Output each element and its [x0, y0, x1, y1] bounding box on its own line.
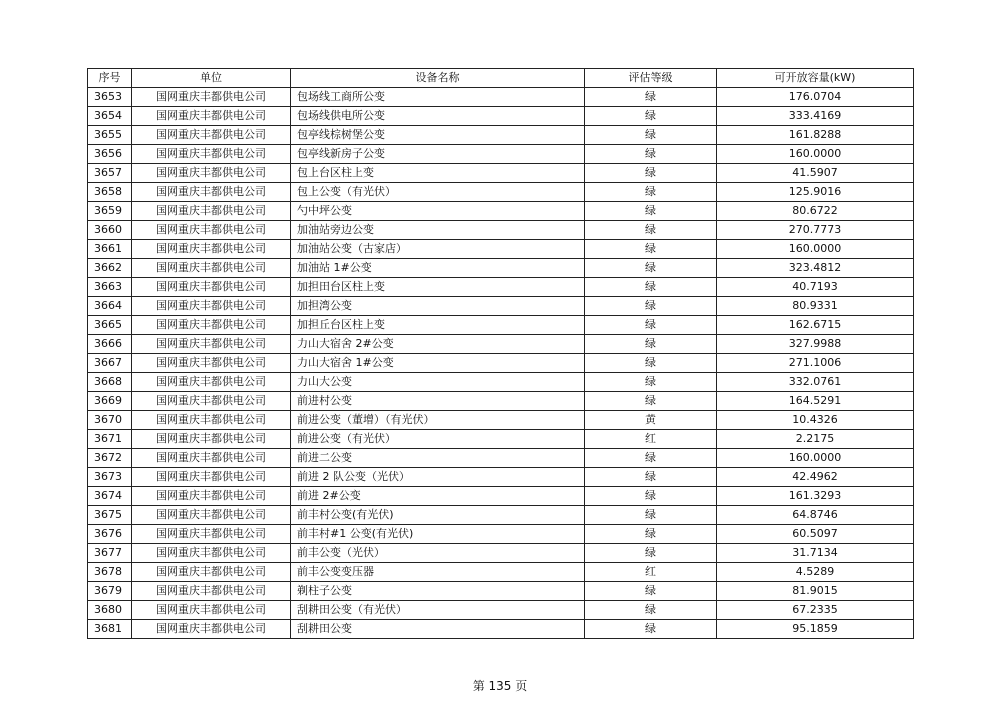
cell-device-name: 前进 2 队公变（光伏） — [291, 468, 585, 487]
table-body — [88, 88, 914, 639]
cell-device-name: 勺中坪公变 — [291, 202, 585, 221]
cell-seq: 3659 — [88, 202, 132, 221]
page-number: 第 135 页 — [472, 679, 528, 693]
cell-unit: 国网重庆丰都供电公司 — [132, 164, 291, 183]
table-row — [88, 145, 914, 164]
table-header-row — [88, 69, 914, 88]
table-row — [88, 601, 914, 620]
cell-grade: 绿 — [585, 297, 717, 316]
cell-seq: 3666 — [88, 335, 132, 354]
cell-seq: 3675 — [88, 506, 132, 525]
cell-seq: 3681 — [88, 620, 132, 639]
table-row — [88, 430, 914, 449]
cell-device-name: 加油站旁边公变 — [291, 221, 585, 240]
cell-grade: 绿 — [585, 620, 717, 639]
cell-grade: 绿 — [585, 145, 717, 164]
cell-unit: 国网重庆丰都供电公司 — [132, 373, 291, 392]
cell-unit: 国网重庆丰都供电公司 — [132, 544, 291, 563]
cell-seq: 3654 — [88, 107, 132, 126]
cell-seq: 3673 — [88, 468, 132, 487]
cell-grade: 绿 — [585, 506, 717, 525]
cell-grade: 绿 — [585, 259, 717, 278]
cell-seq: 3670 — [88, 411, 132, 430]
cell-device-name: 力山大公变 — [291, 373, 585, 392]
cell-unit: 国网重庆丰都供电公司 — [132, 449, 291, 468]
table-row — [88, 126, 914, 145]
cell-grade: 绿 — [585, 107, 717, 126]
cell-capacity: 64.8746 — [717, 506, 914, 525]
header-unit: 单位 — [132, 69, 291, 88]
cell-grade: 绿 — [585, 240, 717, 259]
cell-capacity: 164.5291 — [717, 392, 914, 411]
cell-device-name: 前进公变（董增）（有光伏） — [291, 411, 585, 430]
cell-capacity: 31.7134 — [717, 544, 914, 563]
cell-grade: 绿 — [585, 183, 717, 202]
cell-seq: 3655 — [88, 126, 132, 145]
cell-seq: 3677 — [88, 544, 132, 563]
cell-device-name: 加担田台区柱上变 — [291, 278, 585, 297]
cell-device-name: 前丰公变（光伏） — [291, 544, 585, 563]
cell-capacity: 10.4326 — [717, 411, 914, 430]
cell-device-name: 前进二公变 — [291, 449, 585, 468]
cell-capacity: 125.9016 — [717, 183, 914, 202]
cell-seq: 3664 — [88, 297, 132, 316]
cell-unit: 国网重庆丰都供电公司 — [132, 563, 291, 582]
cell-unit: 国网重庆丰都供电公司 — [132, 88, 291, 107]
cell-unit: 国网重庆丰都供电公司 — [132, 297, 291, 316]
cell-grade: 绿 — [585, 126, 717, 145]
cell-capacity: 323.4812 — [717, 259, 914, 278]
cell-unit: 国网重庆丰都供电公司 — [132, 487, 291, 506]
cell-seq: 3672 — [88, 449, 132, 468]
cell-capacity: 41.5907 — [717, 164, 914, 183]
cell-grade: 绿 — [585, 544, 717, 563]
cell-seq: 3658 — [88, 183, 132, 202]
cell-device-name: 加油站 1#公变 — [291, 259, 585, 278]
table-row — [88, 487, 914, 506]
cell-unit: 国网重庆丰都供电公司 — [132, 278, 291, 297]
table-row — [88, 582, 914, 601]
cell-device-name: 加担丘台区柱上变 — [291, 316, 585, 335]
cell-unit: 国网重庆丰都供电公司 — [132, 430, 291, 449]
cell-grade: 绿 — [585, 202, 717, 221]
capacity-table — [87, 68, 914, 639]
table-row — [88, 183, 914, 202]
cell-device-name: 加担湾公变 — [291, 297, 585, 316]
cell-seq: 3680 — [88, 601, 132, 620]
cell-grade: 绿 — [585, 335, 717, 354]
cell-device-name: 包上公变（有光伏） — [291, 183, 585, 202]
cell-capacity: 4.5289 — [717, 563, 914, 582]
cell-unit: 国网重庆丰都供电公司 — [132, 240, 291, 259]
table-row — [88, 221, 914, 240]
cell-capacity: 271.1006 — [717, 354, 914, 373]
cell-unit: 国网重庆丰都供电公司 — [132, 183, 291, 202]
table-row — [88, 411, 914, 430]
cell-unit: 国网重庆丰都供电公司 — [132, 620, 291, 639]
cell-capacity: 80.6722 — [717, 202, 914, 221]
table-row — [88, 88, 914, 107]
cell-grade: 红 — [585, 430, 717, 449]
cell-capacity: 333.4169 — [717, 107, 914, 126]
table-row — [88, 278, 914, 297]
header-device-name: 设备名称 — [291, 69, 585, 88]
cell-capacity: 160.0000 — [717, 449, 914, 468]
cell-grade: 绿 — [585, 221, 717, 240]
cell-unit: 国网重庆丰都供电公司 — [132, 506, 291, 525]
cell-grade: 绿 — [585, 392, 717, 411]
cell-capacity: 60.5097 — [717, 525, 914, 544]
cell-capacity: 81.9015 — [717, 582, 914, 601]
cell-device-name: 包场线供电所公变 — [291, 107, 585, 126]
cell-seq: 3674 — [88, 487, 132, 506]
table-row — [88, 449, 914, 468]
table-row — [88, 202, 914, 221]
cell-grade: 绿 — [585, 449, 717, 468]
cell-grade: 绿 — [585, 525, 717, 544]
cell-unit: 国网重庆丰都供电公司 — [132, 392, 291, 411]
cell-device-name: 包亭线新房子公变 — [291, 145, 585, 164]
table-row — [88, 107, 914, 126]
cell-grade: 绿 — [585, 373, 717, 392]
cell-device-name: 包场线工商所公变 — [291, 88, 585, 107]
cell-capacity: 270.7773 — [717, 221, 914, 240]
table-row — [88, 297, 914, 316]
cell-capacity: 332.0761 — [717, 373, 914, 392]
cell-grade: 绿 — [585, 354, 717, 373]
cell-seq: 3667 — [88, 354, 132, 373]
cell-unit: 国网重庆丰都供电公司 — [132, 411, 291, 430]
cell-grade: 绿 — [585, 164, 717, 183]
cell-capacity: 327.9988 — [717, 335, 914, 354]
cell-seq: 3668 — [88, 373, 132, 392]
cell-grade: 黄 — [585, 411, 717, 430]
table-row — [88, 354, 914, 373]
table-row — [88, 240, 914, 259]
cell-capacity: 40.7193 — [717, 278, 914, 297]
cell-device-name: 包上台区柱上变 — [291, 164, 585, 183]
cell-seq: 3656 — [88, 145, 132, 164]
cell-device-name: 前进村公变 — [291, 392, 585, 411]
cell-capacity: 2.2175 — [717, 430, 914, 449]
cell-device-name: 前丰村公变(有光伏) — [291, 506, 585, 525]
cell-unit: 国网重庆丰都供电公司 — [132, 221, 291, 240]
table-row — [88, 316, 914, 335]
table-row — [88, 468, 914, 487]
cell-device-name: 刮耕田公变 — [291, 620, 585, 639]
cell-unit: 国网重庆丰都供电公司 — [132, 468, 291, 487]
cell-seq: 3653 — [88, 88, 132, 107]
cell-capacity: 160.0000 — [717, 240, 914, 259]
cell-seq: 3663 — [88, 278, 132, 297]
cell-device-name: 前丰公变变压器 — [291, 563, 585, 582]
cell-device-name: 剃柱子公变 — [291, 582, 585, 601]
cell-capacity: 176.0704 — [717, 88, 914, 107]
cell-unit: 国网重庆丰都供电公司 — [132, 202, 291, 221]
table-row — [88, 563, 914, 582]
cell-unit: 国网重庆丰都供电公司 — [132, 601, 291, 620]
cell-seq: 3660 — [88, 221, 132, 240]
table-row — [88, 373, 914, 392]
cell-capacity: 162.6715 — [717, 316, 914, 335]
cell-grade: 绿 — [585, 582, 717, 601]
header-grade: 评估等级 — [585, 69, 717, 88]
table-row — [88, 525, 914, 544]
cell-unit: 国网重庆丰都供电公司 — [132, 354, 291, 373]
cell-unit: 国网重庆丰都供电公司 — [132, 126, 291, 145]
cell-unit: 国网重庆丰都供电公司 — [132, 107, 291, 126]
cell-device-name: 前进公变（有光伏） — [291, 430, 585, 449]
table-row — [88, 259, 914, 278]
cell-grade: 绿 — [585, 601, 717, 620]
cell-device-name: 力山大宿舍 2#公变 — [291, 335, 585, 354]
cell-grade: 绿 — [585, 316, 717, 335]
cell-seq: 3661 — [88, 240, 132, 259]
cell-seq: 3665 — [88, 316, 132, 335]
cell-seq: 3679 — [88, 582, 132, 601]
header-seq: 序号 — [88, 69, 132, 88]
table-row — [88, 506, 914, 525]
cell-unit: 国网重庆丰都供电公司 — [132, 525, 291, 544]
cell-grade: 绿 — [585, 278, 717, 297]
table-row — [88, 544, 914, 563]
table-row — [88, 164, 914, 183]
cell-grade: 绿 — [585, 487, 717, 506]
cell-capacity: 161.8288 — [717, 126, 914, 145]
cell-unit: 国网重庆丰都供电公司 — [132, 316, 291, 335]
cell-device-name: 前进 2#公变 — [291, 487, 585, 506]
cell-seq: 3662 — [88, 259, 132, 278]
cell-device-name: 包亭线棕树堡公变 — [291, 126, 585, 145]
cell-seq: 3678 — [88, 563, 132, 582]
cell-device-name: 加油站公变（古家店） — [291, 240, 585, 259]
cell-grade: 绿 — [585, 88, 717, 107]
table-row — [88, 392, 914, 411]
table-row — [88, 620, 914, 639]
table-row — [88, 335, 914, 354]
cell-grade: 红 — [585, 563, 717, 582]
cell-seq: 3669 — [88, 392, 132, 411]
header-capacity: 可开放容量(kW) — [717, 69, 914, 88]
cell-device-name: 刮耕田公变（有光伏） — [291, 601, 585, 620]
cell-seq: 3657 — [88, 164, 132, 183]
cell-seq: 3671 — [88, 430, 132, 449]
cell-seq: 3676 — [88, 525, 132, 544]
cell-unit: 国网重庆丰都供电公司 — [132, 259, 291, 278]
cell-grade: 绿 — [585, 468, 717, 487]
cell-unit: 国网重庆丰都供电公司 — [132, 335, 291, 354]
cell-unit: 国网重庆丰都供电公司 — [132, 582, 291, 601]
cell-device-name: 前丰村#1 公变(有光伏) — [291, 525, 585, 544]
cell-capacity: 67.2335 — [717, 601, 914, 620]
cell-unit: 国网重庆丰都供电公司 — [132, 145, 291, 164]
cell-capacity: 42.4962 — [717, 468, 914, 487]
cell-capacity: 80.9331 — [717, 297, 914, 316]
cell-capacity: 160.0000 — [717, 145, 914, 164]
cell-device-name: 力山大宿舍 1#公变 — [291, 354, 585, 373]
cell-capacity: 95.1859 — [717, 620, 914, 639]
cell-capacity: 161.3293 — [717, 487, 914, 506]
